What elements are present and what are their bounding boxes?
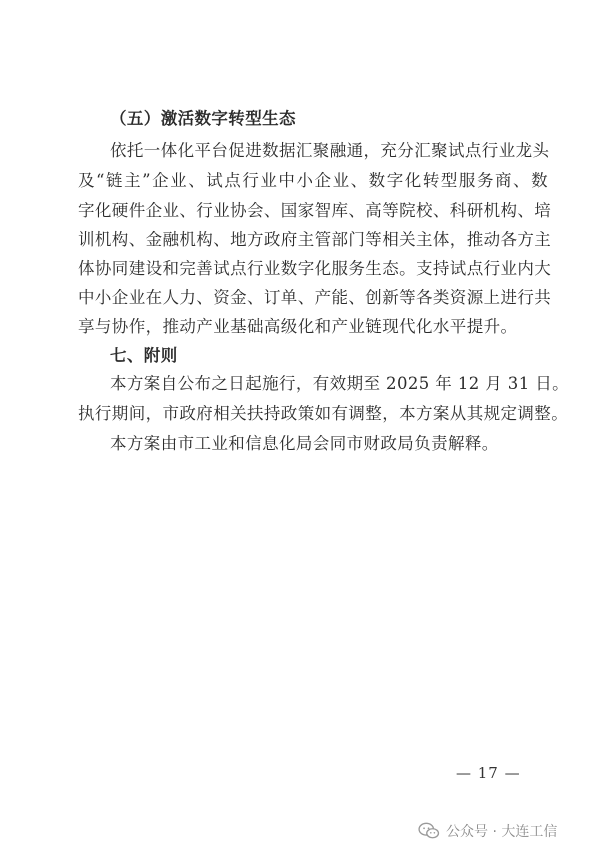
watermark-text: 公众号 · 大连工信	[446, 824, 558, 840]
paragraph-line: 执行期间，市政府相关扶持政策如有调整，本方案从其规定调整。	[78, 404, 569, 423]
paragraph-line: 本方案由市工业和信息化局会同市财政局负责解释。	[110, 434, 499, 453]
wechat-icon	[418, 822, 440, 840]
paragraph-line: 依托一体化平台促进数据汇聚融通，充分汇聚试点行业龙头	[110, 141, 550, 160]
section-heading: （五）激活数字转型生态	[110, 109, 296, 128]
paragraph-line: 享与协作，推动产业基础高级化和产业链现代化水平提升。	[78, 317, 518, 336]
paragraph-line: 中小企业在人力、资金、订单、产能、创新等各类资源上进行共	[78, 288, 552, 307]
paragraph-line: 体协同建设和完善试点行业数字化服务生态。支持试点行业内大	[78, 259, 552, 278]
paragraph-line: 本方案自公布之日起施行，有效期至 2025 年 12 月 31 日。	[110, 374, 570, 393]
paragraph-line: 字化硬件企业、行业协会、国家智库、高等院校、科研机构、培	[78, 201, 552, 220]
watermark	[418, 820, 557, 842]
chapter-heading: 七、附则	[110, 346, 178, 365]
paragraph-line: 及“链主”企业、试点行业中小企业、数字化转型服务商、数	[78, 171, 548, 190]
page-number: — 17 —	[456, 764, 521, 782]
paragraph-line: 训机构、金融机构、地方政府主管部门等相关主体，推动各方主	[78, 230, 552, 249]
